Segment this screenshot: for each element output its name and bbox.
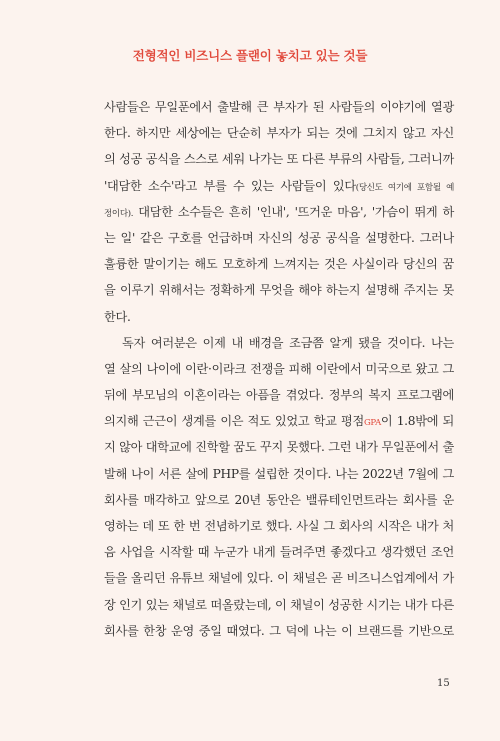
parenthetical-note: 정이다).: [104, 208, 134, 219]
text-line: 열 살의 나이에 이란·이라크 전쟁을 피해 이란에서 미국으로 왔고 그: [104, 361, 454, 376]
text-line: [104, 199, 454, 225]
text-line: 음 사업을 시작할 때 누군가 내게 들려주면 좋겠다고 생각했던 조언: [104, 545, 454, 560]
text-segment: 이 1.8밖에 되: [380, 414, 454, 429]
text-line: 독자 여러분은 이제 내 배경을 조금쯤 알게 됐을 것이다. 나는: [122, 335, 454, 350]
text-segment: 대담한 소수들은 흔히 '인내', '뜨거운 마음', '가슴이 뛰게 하: [133, 204, 454, 219]
text-segment: '대담한 소수'라고 부를 수 있는 사람들이 있다: [104, 178, 356, 193]
text-line: [104, 408, 454, 434]
page-number: 15: [437, 678, 450, 689]
parenthetical-note: (당신도 여기에 포함될 예: [355, 182, 454, 193]
section-heading: 전형적인 비즈니스 플랜이 놓치고 있는 것들: [132, 48, 368, 63]
gpa-annotation: GPA: [363, 418, 381, 429]
text-line: 들을 올리던 유튜브 채널에 있다. 이 채널은 곧 비즈니스업계에서 가: [104, 571, 454, 586]
text-line: 장 인기 있는 채널로 떠올랐는데, 이 채널이 성공한 시기는 내가 다른: [104, 597, 454, 612]
text-line: 는 일' 같은 구호를 언급하며 자신의 성공 공식을 설명한다. 그러나: [104, 230, 454, 245]
text-line: 회사를 한창 운영 중일 때였다. 그 덕에 나는 이 브랜드를 기반으로: [104, 623, 454, 638]
text-line: 뒤에 부모님의 이혼이라는 아픔을 겪었다. 정부의 복지 프로그램에: [104, 388, 454, 403]
text-line: 영하는 데 또 한 번 전념하기로 했다. 사실 그 회사의 시작은 내가 처: [104, 519, 454, 533]
text-line: 한다.: [104, 309, 131, 324]
text-line: 을 이루기 위해서는 정확하게 무엇을 해야 하는지 설명해 주지는 못: [104, 283, 454, 298]
text-line: 의 성공 공식을 스스로 세워 나가는 또 다른 부류의 사람들, 그러니까: [104, 152, 454, 167]
text-line: 회사를 매각하고 앞으로 20년 동안은 밸류테인먼트라는 회사를 운: [104, 492, 454, 507]
body-text: [104, 94, 454, 644]
text-line: 사람들은 무일푼에서 출발해 큰 부자가 된 사람들의 이야기에 열광: [104, 100, 454, 114]
text-line: 훌륭한 말이기는 해도 모호하게 느껴지는 것은 사실이라 당신의 꿈: [104, 257, 454, 272]
text-segment: 의지해 근근이 생계를 이은 적도 있었고 학교 평점: [104, 414, 364, 429]
text-line: 발해 나이 서른 살에 PHP를 설립한 것이다. 나는 2022년 7월에 그: [104, 466, 454, 481]
text-line: 한다. 하지만 세상에는 단순히 부자가 되는 것에 그치지 않고 자신: [104, 126, 454, 141]
text-line: [104, 173, 454, 199]
text-line: 지 않아 대학교에 진학할 꿈도 꾸지 못했다. 그런 내가 무일푼에서 출: [104, 440, 454, 455]
